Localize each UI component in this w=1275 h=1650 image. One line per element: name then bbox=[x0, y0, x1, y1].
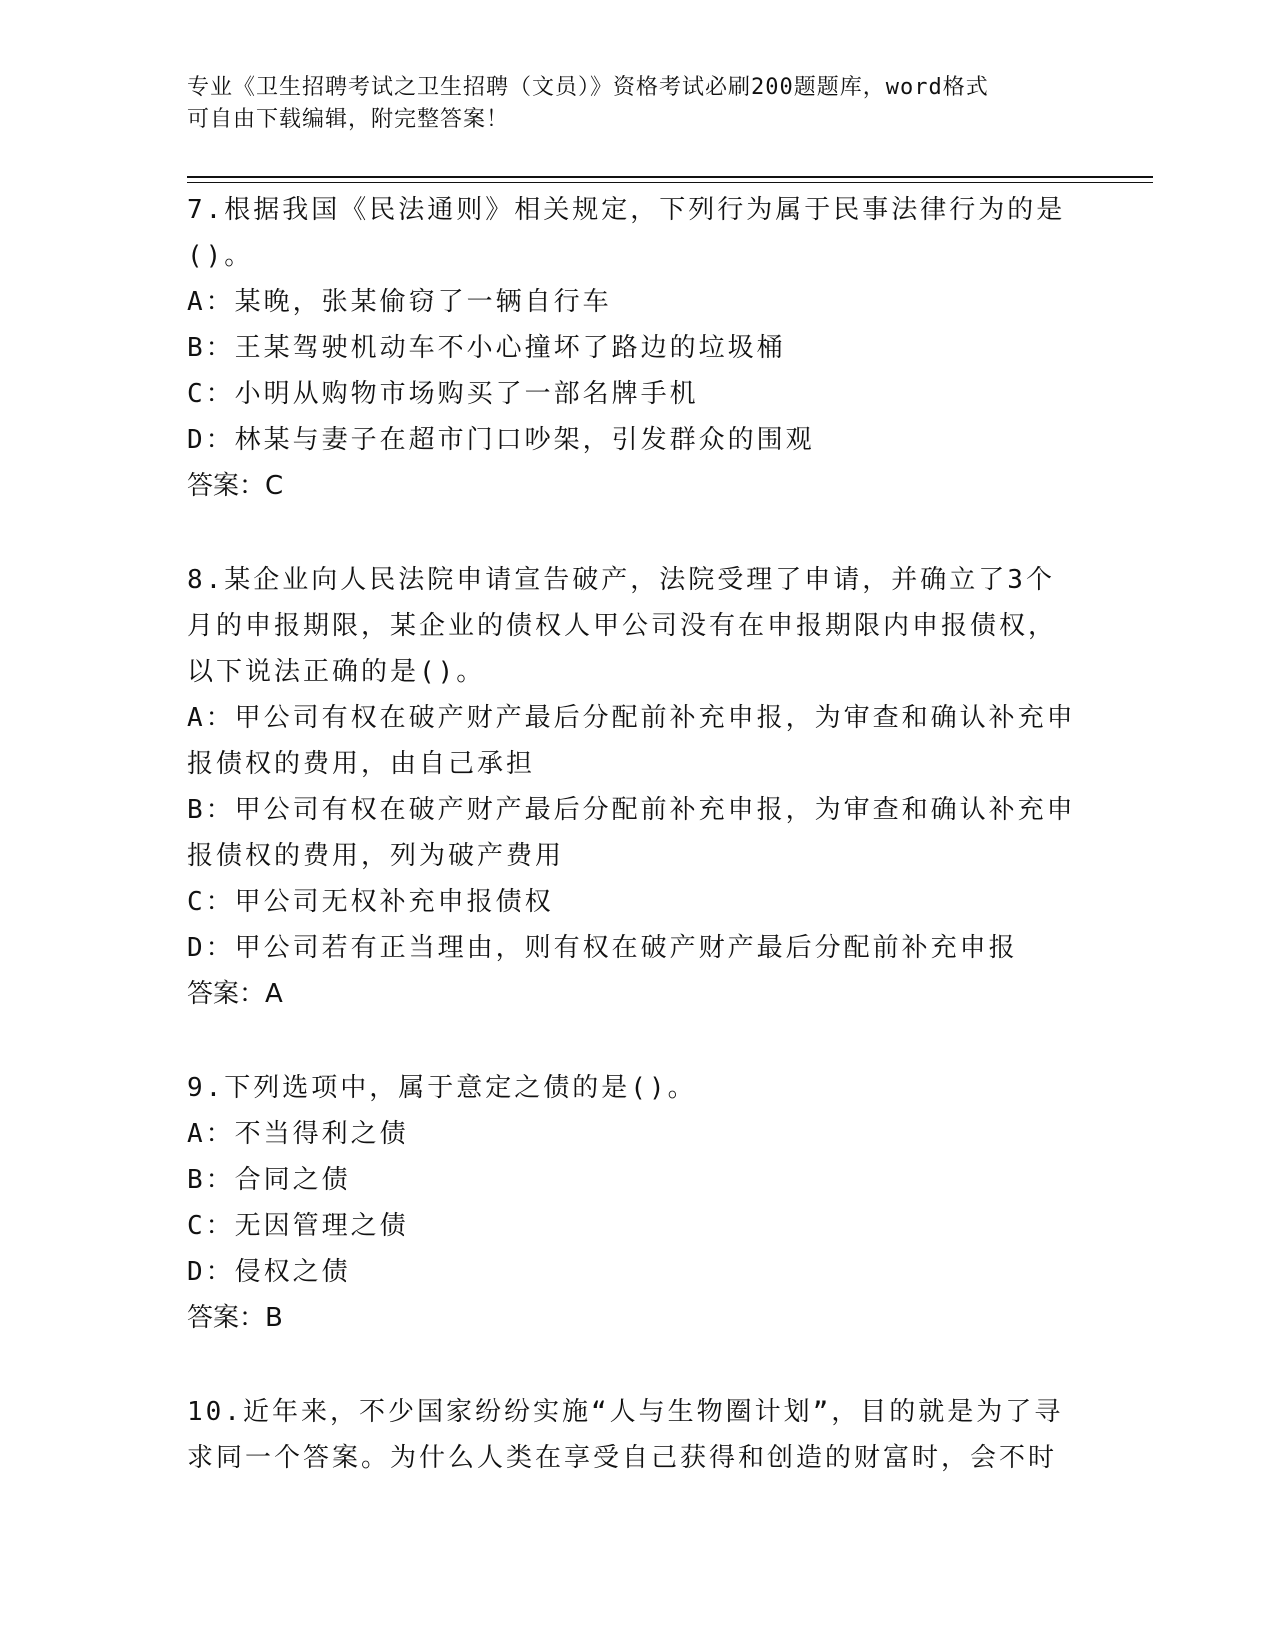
answer-option-line: B：王某驾驶机动车不小心撞坏了路边的垃圾桶 bbox=[187, 333, 786, 363]
answer-key: 答案：B bbox=[187, 1303, 283, 1333]
answer-option-line: 报债权的费用，列为破产费用 bbox=[187, 841, 565, 871]
answer-key: 答案：C bbox=[187, 471, 284, 501]
question-spacer bbox=[187, 1017, 1087, 1065]
header-line-2: 可自由下载编辑，附完整答案！ bbox=[187, 107, 510, 132]
question-spacer bbox=[187, 509, 1087, 557]
header-divider-thick bbox=[187, 176, 1153, 178]
question-spacer bbox=[187, 1341, 1087, 1389]
question-text-line: 以下说法正确的是()。 bbox=[187, 657, 486, 687]
question-text-line: 7.根据我国《民法通则》相关规定，下列行为属于民事法律行为的是 bbox=[187, 195, 1066, 225]
question-block bbox=[187, 187, 1087, 509]
answer-option-line: A：某晚，张某偷窃了一辆自行车 bbox=[187, 287, 612, 317]
header-line-1: 专业《卫生招聘考试之卫生招聘（文员）》资格考试必刷200题题库，word格式 bbox=[187, 75, 989, 100]
answer-option-line: A：甲公司有权在破产财产最后分配前补充申报，为审查和确认补充申 bbox=[187, 703, 1076, 733]
answer-option-line: C：小明从购物市场购买了一部名牌手机 bbox=[187, 379, 699, 409]
question-block bbox=[187, 1389, 1087, 1481]
answer-option-line: D：侵权之债 bbox=[187, 1257, 351, 1287]
question-text-line: ()。 bbox=[187, 241, 254, 271]
answer-option-line: D：甲公司若有正当理由，则有权在破产财产最后分配前补充申报 bbox=[187, 933, 1018, 963]
question-list bbox=[187, 187, 1087, 1481]
answer-option-line: B：合同之债 bbox=[187, 1165, 351, 1195]
question-text-line: 10.近年来，不少国家纷纷实施“人与生物圈计划”，目的就是为了寻 bbox=[187, 1397, 1064, 1427]
question-text-line: 9.下列选项中，属于意定之债的是()。 bbox=[187, 1073, 697, 1103]
answer-option-line: 报债权的费用，由自己承担 bbox=[187, 749, 536, 779]
question-text-line: 8.某企业向人民法院申请宣告破产，法院受理了申请，并确立了3个 bbox=[187, 565, 1055, 595]
answer-option-line: D：林某与妻子在超市门口吵架，引发群众的围观 bbox=[187, 425, 815, 455]
question-block bbox=[187, 1065, 1087, 1341]
document-header bbox=[187, 72, 1067, 136]
answer-option-line: C：甲公司无权补充申报债权 bbox=[187, 887, 554, 917]
question-block bbox=[187, 557, 1087, 1017]
header-divider-thin bbox=[187, 182, 1153, 183]
answer-option-line: C：无因管理之债 bbox=[187, 1211, 409, 1241]
question-text-line: 求同一个答案。为什么人类在享受自己获得和创造的财富时，会不时 bbox=[187, 1443, 1058, 1473]
answer-key: 答案：A bbox=[187, 979, 283, 1009]
question-text-line: 月的申报期限，某企业的债权人甲公司没有在申报期限内申报债权， bbox=[187, 611, 1058, 641]
answer-option-line: B：甲公司有权在破产财产最后分配前补充申报，为审查和确认补充申 bbox=[187, 795, 1076, 825]
answer-option-line: A：不当得利之债 bbox=[187, 1119, 409, 1149]
